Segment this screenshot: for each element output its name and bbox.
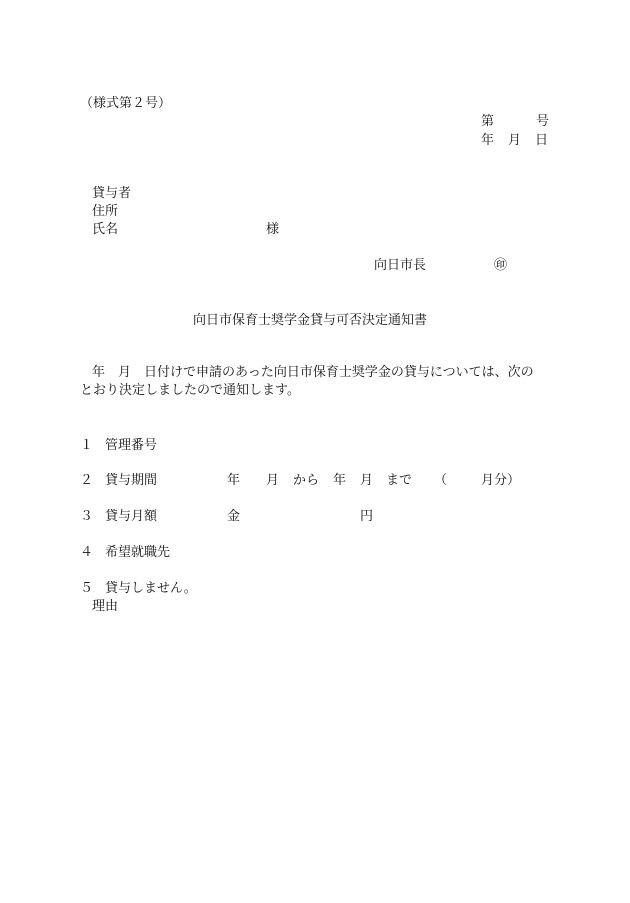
item-1-number: １ [80,438,94,453]
name-label: 氏名 [92,222,119,237]
item-2-months: 月分） [481,473,521,488]
item-3-yen: 円 [360,509,374,524]
form-number-label: （様式第２号） [80,96,172,111]
body-line-2: とおり決定しましたので通知します。 [80,383,300,398]
seal-mark: ㊞ [494,258,508,273]
honorific-sama: 様 [266,222,280,237]
item-4-label: 希望就職先 [105,545,171,560]
doc-number-go: 号 [536,114,550,129]
doc-number-dai: 第 [481,114,495,129]
item-1-label: 管理番号 [105,438,158,453]
address-label: 住所 [92,204,119,219]
item-2-number: ２ [80,473,94,488]
date-day: 日 [535,133,549,148]
item-3-kin: 金 [227,509,241,524]
item-3-label: 貸与月額 [105,509,158,524]
item-5-number: ５ [80,581,94,596]
item-2-year-2: 年 [333,473,347,488]
item-2-made: まで [386,473,413,488]
date-month: 月 [508,133,522,148]
item-2-month-1: 月 [266,473,280,488]
date-year: 年 [481,133,495,148]
issuer-title: 向日市長 [374,258,427,273]
item-2-year-1: 年 [227,473,241,488]
item-4-number: ４ [80,545,94,560]
item-5-reason: 理由 [92,599,119,614]
body-line-1: 年 月 日付けで申請のあった向日市保育士奨学金の貸与については、次の [92,365,534,380]
item-2-month-2: 月 [360,473,374,488]
item-2-label: 貸与期間 [105,473,158,488]
item-2-paren-open: （ [434,473,448,488]
item-2-kara: から [293,473,320,488]
borrower-label: 貸与者 [92,186,132,201]
item-3-number: ３ [80,509,94,524]
item-5-label: 貸与しません。 [105,581,197,596]
document-title: 向日市保育士奨学金貸与可否決定通知書 [193,313,428,328]
